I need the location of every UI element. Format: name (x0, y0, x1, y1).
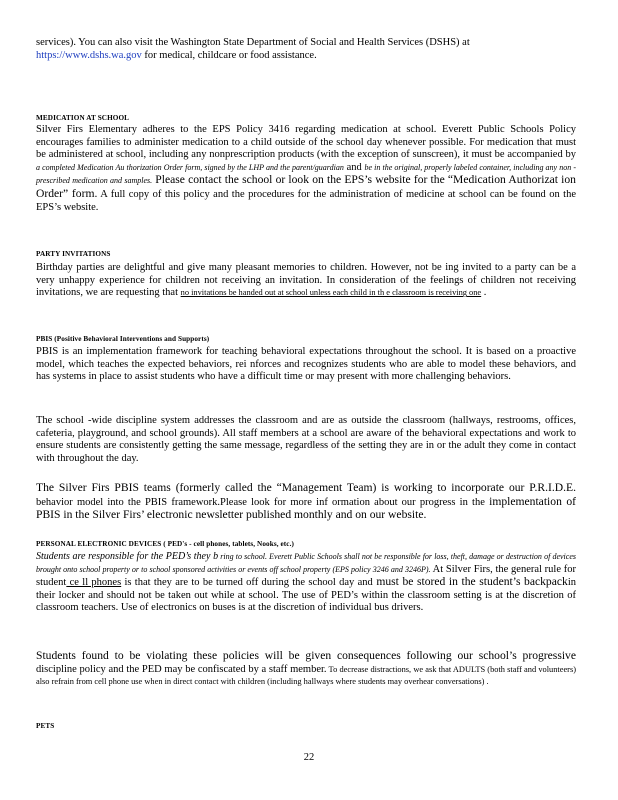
party-paragraph (36, 262, 576, 300)
ped-heading: PERSONAL ELECTRONIC DEVICES ( PED's - cell phones, tablets, Nooks, etc.) (36, 540, 294, 548)
intro-text: services). You can also visit the Washington State Department of Social and Health Services (DSHS) at (36, 37, 470, 48)
pets-heading: PETS (36, 722, 55, 730)
party-text-end: . (481, 287, 487, 299)
pbis-paragraph-1: PBIS is an implementation framework for teaching behavioral expectations throughout the school. It is based on a proactive model, which teaches the expected behaviors, rei nforces and recognizes students who are able to model these behaviors, and has systems in place to assist students who have a difficult time or may present with more challenging behaviors. (36, 346, 576, 383)
ped-italic-text-2: ring to school. Everett Public Schools shall not be responsible for loss, theft, damage or destruction of devices brought onto school property or to school sponsored activities or events off school property (EPS policy 3246 and 3246P). (36, 552, 576, 574)
ped-emphasis: must be stored in the student’s backpack (372, 575, 568, 589)
ped-paragraph-1 (36, 551, 576, 615)
ped-text-3: in their locker and should not be taken out while at school. The use of PED’s within the classroom setting is at the discretion of classroom teachers. Use of electronics on buses is at the discretion of individual bus drivers. (36, 577, 576, 614)
pbis-paragraph-3 (36, 482, 576, 523)
medication-italic-text: a completed Medication Au thorization Order form, signed by the LHP and the parent/guardian (36, 162, 344, 172)
intro-paragraph (36, 37, 576, 62)
ped-paragraph-2 (36, 650, 576, 689)
ped-text-4: discipline policy and the PED may be confiscated by a staff member. (36, 663, 327, 675)
pbis-text-3: behavior model into the PBIS framework.Please look for more inf ormation about our progress in the (36, 496, 485, 508)
medication-paragraph (36, 124, 576, 214)
medication-heading: MEDICATION AT SCHOOL (36, 114, 130, 122)
party-text: Birthday parties are delightful and give many pleasant memories to children. However, not be ing invited to a party can be a very unhappy experience for children not receiving an invitation. In consideration of the feelings of children not receiving invitations, we are requesting that (36, 262, 576, 299)
ped-text-2: is that they are to be turned off during the school day and (121, 577, 373, 589)
party-heading: PARTY INVITATIONS (36, 250, 111, 258)
intro-text-end: for medical, childcare or food assistance. (141, 49, 317, 61)
pbis-heading: PBIS (Positive Behavioral Interventions and Supports) (36, 335, 210, 343)
party-underlined-text: no invitations be handed out at school unless each child in th e classroom is receiving one (180, 288, 482, 298)
medication-emphasis: Please contact the school or look on the EPS’s website for the “Medication Authorizat ion Order” form. (36, 173, 576, 200)
ped-underlined-text: ce ll phones (66, 577, 122, 589)
ped-text: At Silver Firs, the general rule for student (36, 563, 576, 589)
medication-text-3: A full copy of this policy and the procedures for the administration of medicine at school can be found on the EPS’s website. (36, 188, 576, 213)
ped-emphasis-2: Students found to be violating these policies will be given consequences following our school’s progressive (36, 649, 576, 662)
ped-text-5: To decrease distractions, we ask that ADULTS (both staff and volunteers) also refrain from cell phone use when in direct contact with children (including hallways where students may overhear conversations) . (36, 664, 576, 687)
medication-italic-text-2: be in the original, properly labeled container, including any non -prescribed medication and samples. (36, 162, 577, 186)
dshs-link[interactable]: https://www.dshs.wa.gov (36, 49, 142, 61)
pbis-emphasis-1: The Silver Firs PBIS teams (formerly called the “Management Team) is working to incorporate our P.R.I.D.E. (36, 481, 576, 494)
pbis-paragraph-2: The school -wide discipline system addresses the classroom and are as outside the classroom (hallways, restrooms, offices, cafeteria, playground, and school grounds). All staff members at a school are aware of the behavioral expectations and work to ensure students are consistently getting the same message, regardless of the setting they are in or the adult they come in contact with throughout the day. (36, 415, 576, 464)
medication-text: Silver Firs Elementary adheres to the EPS Policy 3416 regarding medication at school. Everett Public Schools Policy encourages families to administer medication to a child outside of the school day whenever possible. For medication that must be administered at school, including any nonprescription products (with the exception of sunscreen), it must be accompanied by (36, 124, 576, 161)
ped-italic-text: Students are responsible for the PED’s they b (36, 551, 219, 562)
page-number: 22 (303, 752, 315, 763)
medication-text-2: and (343, 161, 362, 173)
pbis-emphasis-2: implementation of PBIS in the Silver Firs’ electronic newsletter published monthly and on our website. (36, 494, 576, 522)
